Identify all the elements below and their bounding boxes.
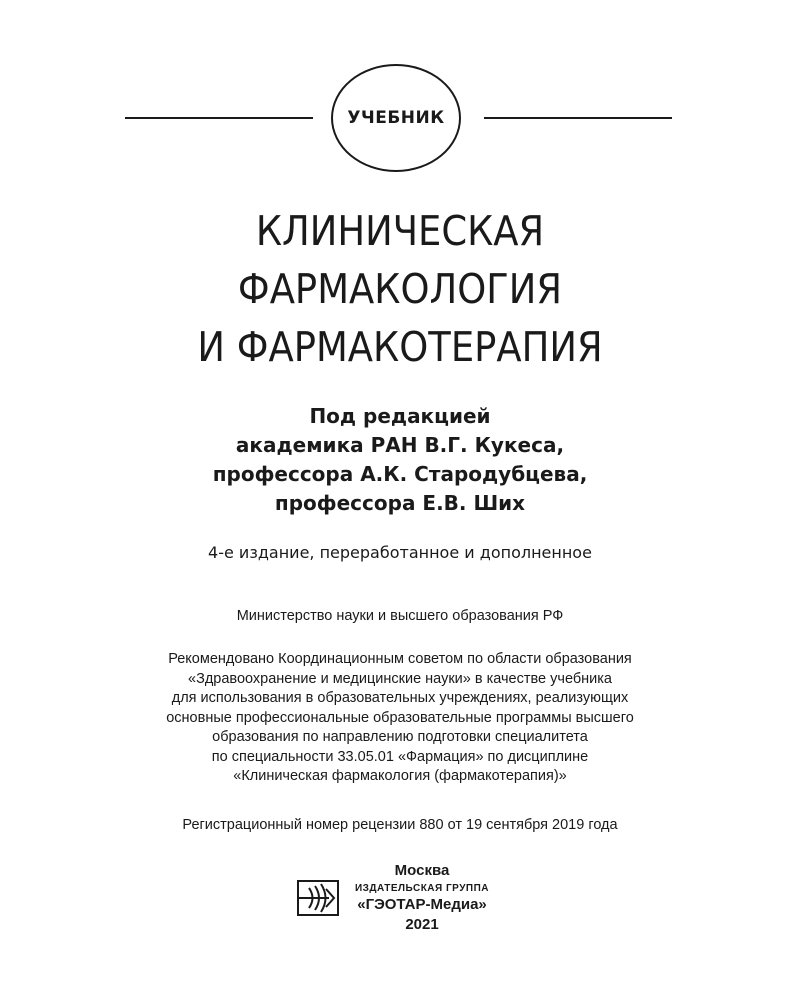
recommendation-line-4: основные профессиональные образовательные программы высшего xyxy=(166,709,634,726)
recommendation-line-2: «Здравоохранение и медицинские науки» в качестве учебника xyxy=(188,670,612,687)
publisher-group-label: ИЗДАТЕЛЬСКАЯ ГРУППА xyxy=(354,883,490,894)
book-title-line-1: КЛИНИЧЕСКАЯ xyxy=(255,207,545,255)
recommendation-line-5: образования по направлению подготовки специалитета xyxy=(212,729,588,745)
recommendation-line-7: «Клиническая фармакология (фармакотерапия)» xyxy=(233,768,567,784)
recommendation-line-1: Рекомендовано Координационным советом по области образования xyxy=(168,651,632,667)
editors-line-3: профессора А.К. Стародубцева, xyxy=(212,462,588,486)
textbook-badge xyxy=(331,64,461,172)
editors-line-2: академика РАН В.Г. Кукеса, xyxy=(235,433,565,457)
publisher-logo-mark-icon xyxy=(299,882,337,914)
book-title-line-3: И ФАРМАКОТЕРАПИЯ xyxy=(197,323,603,371)
editors-line-1: Под редакцией xyxy=(309,404,491,428)
header-rule-right xyxy=(484,117,672,119)
ministry-text: Министерство науки и высшего образования РФ xyxy=(236,608,564,624)
recommendation-line-6: по специальности 33.05.01 «Фармация» по дисциплине xyxy=(211,748,589,765)
header-rule-left xyxy=(125,117,313,119)
edition-note: 4-е издание, переработанное и дополненное xyxy=(208,543,592,562)
editors-line-4: профессора Е.В. Ших xyxy=(274,491,526,515)
recommendation-line-3: для использования в образовательных учреждениях, реализующих xyxy=(171,690,629,706)
registration-text: Регистрационный номер рецензии 880 от 19 сентября 2019 года xyxy=(182,817,618,833)
publisher-logo-icon xyxy=(297,880,339,916)
publisher-city: Москва xyxy=(394,862,450,879)
publication-year: 2021 xyxy=(405,916,439,933)
textbook-badge-label: УЧЕБНИК xyxy=(347,108,445,128)
publisher-name: «ГЭОТАР-Медиа» xyxy=(357,896,487,913)
book-title-line-2: ФАРМАКОЛОГИЯ xyxy=(237,265,563,313)
